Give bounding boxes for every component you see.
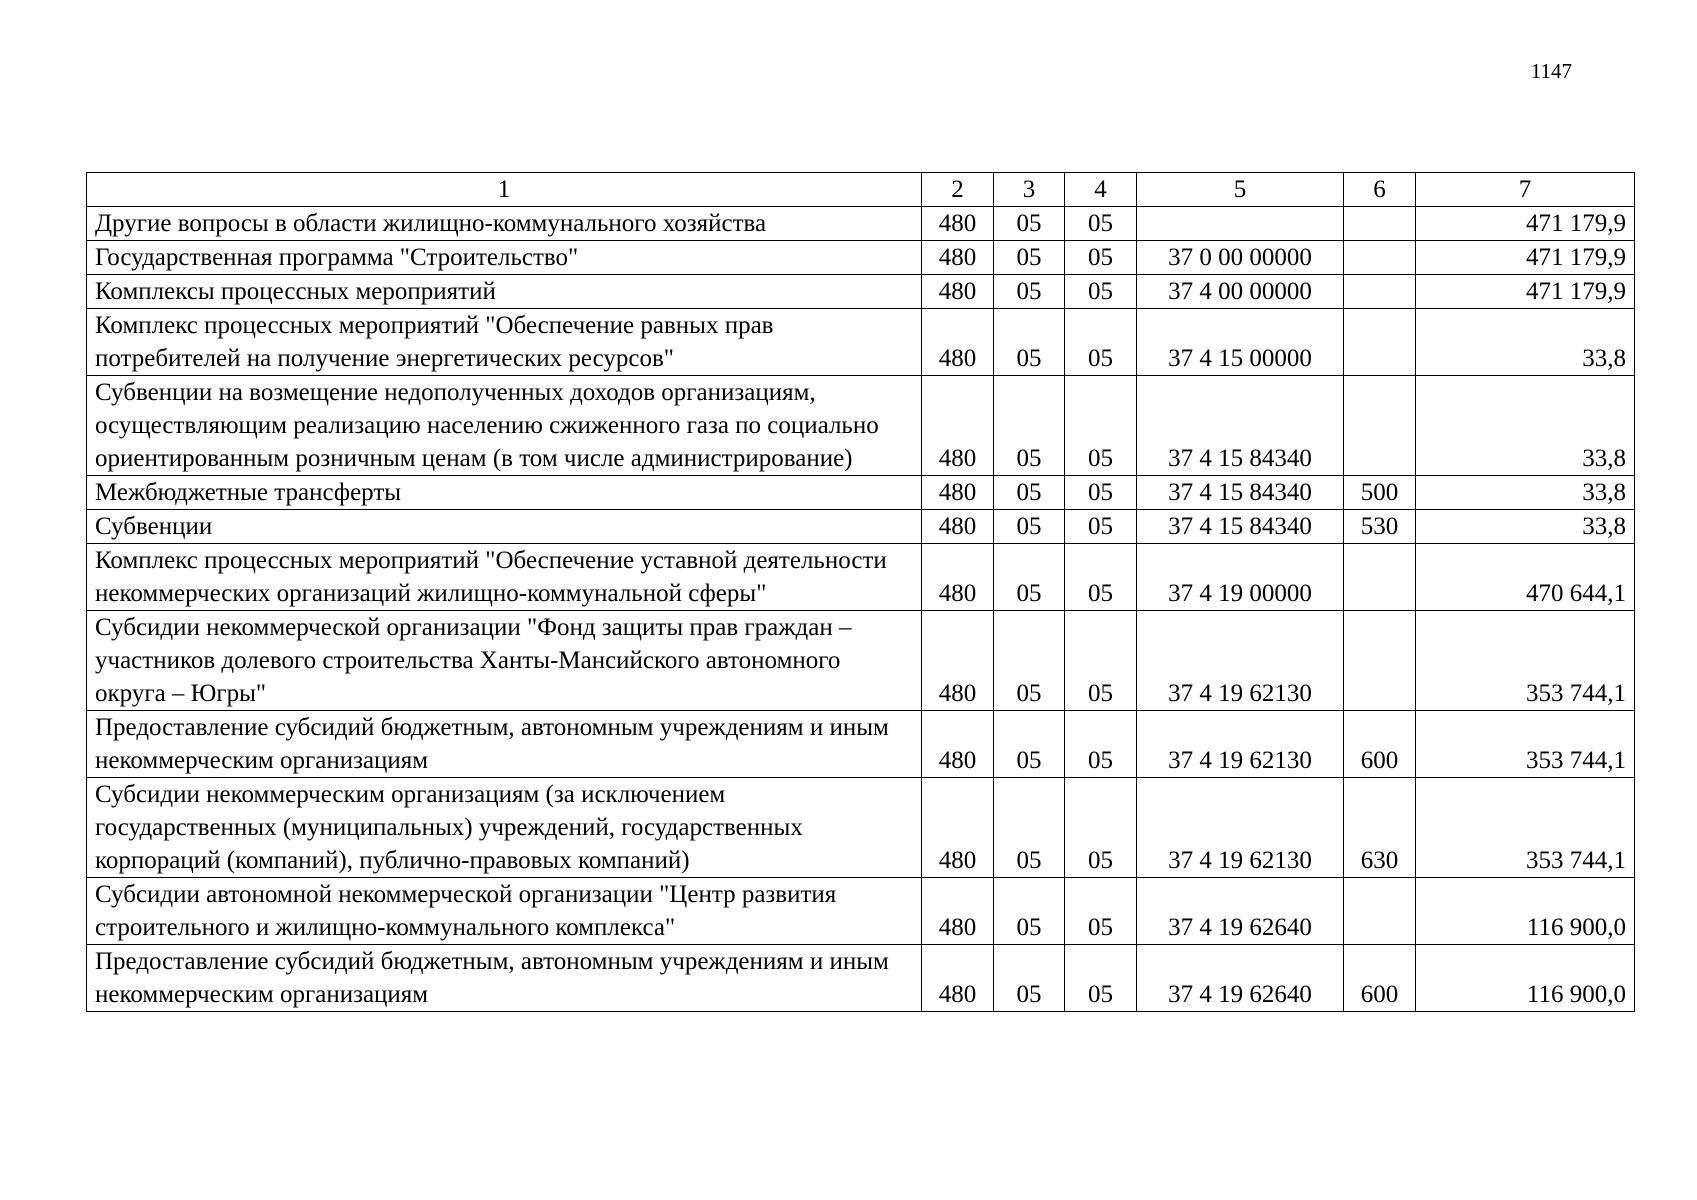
row-name-cell: Государственная программа "Строительство"	[87, 241, 922, 275]
table-row	[87, 510, 1635, 544]
table-row	[87, 878, 1635, 945]
amount-cell: 471 179,9	[1416, 241, 1635, 275]
ministry-code-cell: 480	[922, 510, 994, 544]
row-name-cell: Субвенции	[87, 510, 922, 544]
section-code-cell: 05	[994, 544, 1065, 611]
column-header: 6	[1344, 173, 1416, 207]
row-name-cell: Предоставление субсидий бюджетным, автономным учреждениям и иным некоммерческим организациям	[87, 945, 922, 1012]
section-code-cell: 05	[994, 611, 1065, 711]
subsection-code-cell: 05	[1065, 778, 1137, 878]
column-header: 7	[1416, 173, 1635, 207]
ministry-code-cell: 480	[922, 275, 994, 309]
ministry-code-cell: 480	[922, 611, 994, 711]
table-row	[87, 544, 1635, 611]
ministry-code-cell: 480	[922, 878, 994, 945]
target-article-cell: 37 4 00 00000	[1137, 275, 1344, 309]
section-code-cell: 05	[994, 207, 1065, 241]
section-code-cell: 05	[994, 309, 1065, 376]
expense-type-cell: 500	[1344, 476, 1416, 510]
expense-type-cell: 600	[1344, 711, 1416, 778]
target-article-cell: 37 4 19 00000	[1137, 544, 1344, 611]
row-name-cell: Субсидии некоммерческой организации "Фонд защиты прав граждан – участников долевого строительства Ханты-Мансийского автономного округа – Югры"	[87, 611, 922, 711]
amount-cell: 33,8	[1416, 309, 1635, 376]
expense-type-cell: 530	[1344, 510, 1416, 544]
target-article-cell: 37 4 19 62640	[1137, 878, 1344, 945]
row-name-cell: Другие вопросы в области жилищно-коммунального хозяйства	[87, 207, 922, 241]
row-name-cell: Субсидии автономной некоммерческой организации "Центр развития строительного и жилищно-коммунального комплекса"	[87, 878, 922, 945]
section-code-cell: 05	[994, 476, 1065, 510]
table-row	[87, 275, 1635, 309]
table-header-row	[87, 173, 1635, 207]
amount-cell: 33,8	[1416, 510, 1635, 544]
target-article-cell	[1137, 207, 1344, 241]
table-row	[87, 309, 1635, 376]
subsection-code-cell: 05	[1065, 544, 1137, 611]
ministry-code-cell: 480	[922, 207, 994, 241]
amount-cell: 470 644,1	[1416, 544, 1635, 611]
ministry-code-cell: 480	[922, 711, 994, 778]
subsection-code-cell: 05	[1065, 711, 1137, 778]
expense-type-cell	[1344, 241, 1416, 275]
row-name-cell: Субвенции на возмещение недополученных доходов организациям, осуществляющим реализацию населению сжиженного газа по социально ориентированным розничным ценам (в том числе администрирование)	[87, 376, 922, 476]
column-header: 5	[1137, 173, 1344, 207]
subsection-code-cell: 05	[1065, 241, 1137, 275]
row-name-cell: Комплексы процессных мероприятий	[87, 275, 922, 309]
column-header: 2	[922, 173, 994, 207]
section-code-cell: 05	[994, 878, 1065, 945]
row-name-cell: Субсидии некоммерческим организациям (за исключением государственных (муниципальных) учреждений, государственных корпораций (компаний), публично-правовых компаний)	[87, 778, 922, 878]
table-row	[87, 476, 1635, 510]
ministry-code-cell: 480	[922, 476, 994, 510]
page-number: 1147	[1530, 59, 1572, 83]
section-code-cell: 05	[994, 275, 1065, 309]
row-name-cell: Межбюджетные трансферты	[87, 476, 922, 510]
ministry-code-cell: 480	[922, 241, 994, 275]
amount-cell: 33,8	[1416, 376, 1635, 476]
expense-type-cell	[1344, 275, 1416, 309]
section-code-cell: 05	[994, 778, 1065, 878]
column-header: 1	[87, 173, 922, 207]
expense-type-cell	[1344, 544, 1416, 611]
row-name-cell: Комплекс процессных мероприятий "Обеспечение уставной деятельности некоммерческих организаций жилищно-коммунальной сферы"	[87, 544, 922, 611]
column-header: 4	[1065, 173, 1137, 207]
subsection-code-cell: 05	[1065, 207, 1137, 241]
amount-cell: 471 179,9	[1416, 207, 1635, 241]
subsection-code-cell: 05	[1065, 376, 1137, 476]
expense-type-cell	[1344, 309, 1416, 376]
section-code-cell: 05	[994, 510, 1065, 544]
amount-cell: 471 179,9	[1416, 275, 1635, 309]
table-row	[87, 241, 1635, 275]
ministry-code-cell: 480	[922, 544, 994, 611]
section-code-cell: 05	[994, 945, 1065, 1012]
table-row	[87, 207, 1635, 241]
table-row	[87, 778, 1635, 878]
target-article-cell: 37 4 19 62130	[1137, 711, 1344, 778]
expense-type-cell	[1344, 207, 1416, 241]
subsection-code-cell: 05	[1065, 275, 1137, 309]
target-article-cell: 37 0 00 00000	[1137, 241, 1344, 275]
amount-cell: 116 900,0	[1416, 878, 1635, 945]
subsection-code-cell: 05	[1065, 945, 1137, 1012]
section-code-cell: 05	[994, 711, 1065, 778]
expense-type-cell: 630	[1344, 778, 1416, 878]
section-code-cell: 05	[994, 376, 1065, 476]
expense-type-cell	[1344, 376, 1416, 476]
ministry-code-cell: 480	[922, 309, 994, 376]
subsection-code-cell: 05	[1065, 309, 1137, 376]
amount-cell: 353 744,1	[1416, 778, 1635, 878]
amount-cell: 353 744,1	[1416, 611, 1635, 711]
expense-type-cell	[1344, 878, 1416, 945]
table-row	[87, 711, 1635, 778]
target-article-cell: 37 4 19 62130	[1137, 611, 1344, 711]
target-article-cell: 37 4 15 84340	[1137, 510, 1344, 544]
table-row	[87, 376, 1635, 476]
target-article-cell: 37 4 19 62640	[1137, 945, 1344, 1012]
budget-table	[86, 172, 1635, 1012]
amount-cell: 33,8	[1416, 476, 1635, 510]
column-header: 3	[994, 173, 1065, 207]
table-row	[87, 945, 1635, 1012]
target-article-cell: 37 4 15 84340	[1137, 476, 1344, 510]
subsection-code-cell: 05	[1065, 878, 1137, 945]
row-name-cell: Комплекс процессных мероприятий "Обеспечение равных прав потребителей на получение энергетических ресурсов"	[87, 309, 922, 376]
amount-cell: 353 744,1	[1416, 711, 1635, 778]
expense-type-cell	[1344, 611, 1416, 711]
target-article-cell: 37 4 15 00000	[1137, 309, 1344, 376]
amount-cell: 116 900,0	[1416, 945, 1635, 1012]
target-article-cell: 37 4 19 62130	[1137, 778, 1344, 878]
table-row	[87, 611, 1635, 711]
ministry-code-cell: 480	[922, 778, 994, 878]
target-article-cell: 37 4 15 84340	[1137, 376, 1344, 476]
section-code-cell: 05	[994, 241, 1065, 275]
ministry-code-cell: 480	[922, 945, 994, 1012]
expense-type-cell: 600	[1344, 945, 1416, 1012]
row-name-cell: Предоставление субсидий бюджетным, автономным учреждениям и иным некоммерческим организациям	[87, 711, 922, 778]
subsection-code-cell: 05	[1065, 510, 1137, 544]
ministry-code-cell: 480	[922, 376, 994, 476]
subsection-code-cell: 05	[1065, 476, 1137, 510]
subsection-code-cell: 05	[1065, 611, 1137, 711]
